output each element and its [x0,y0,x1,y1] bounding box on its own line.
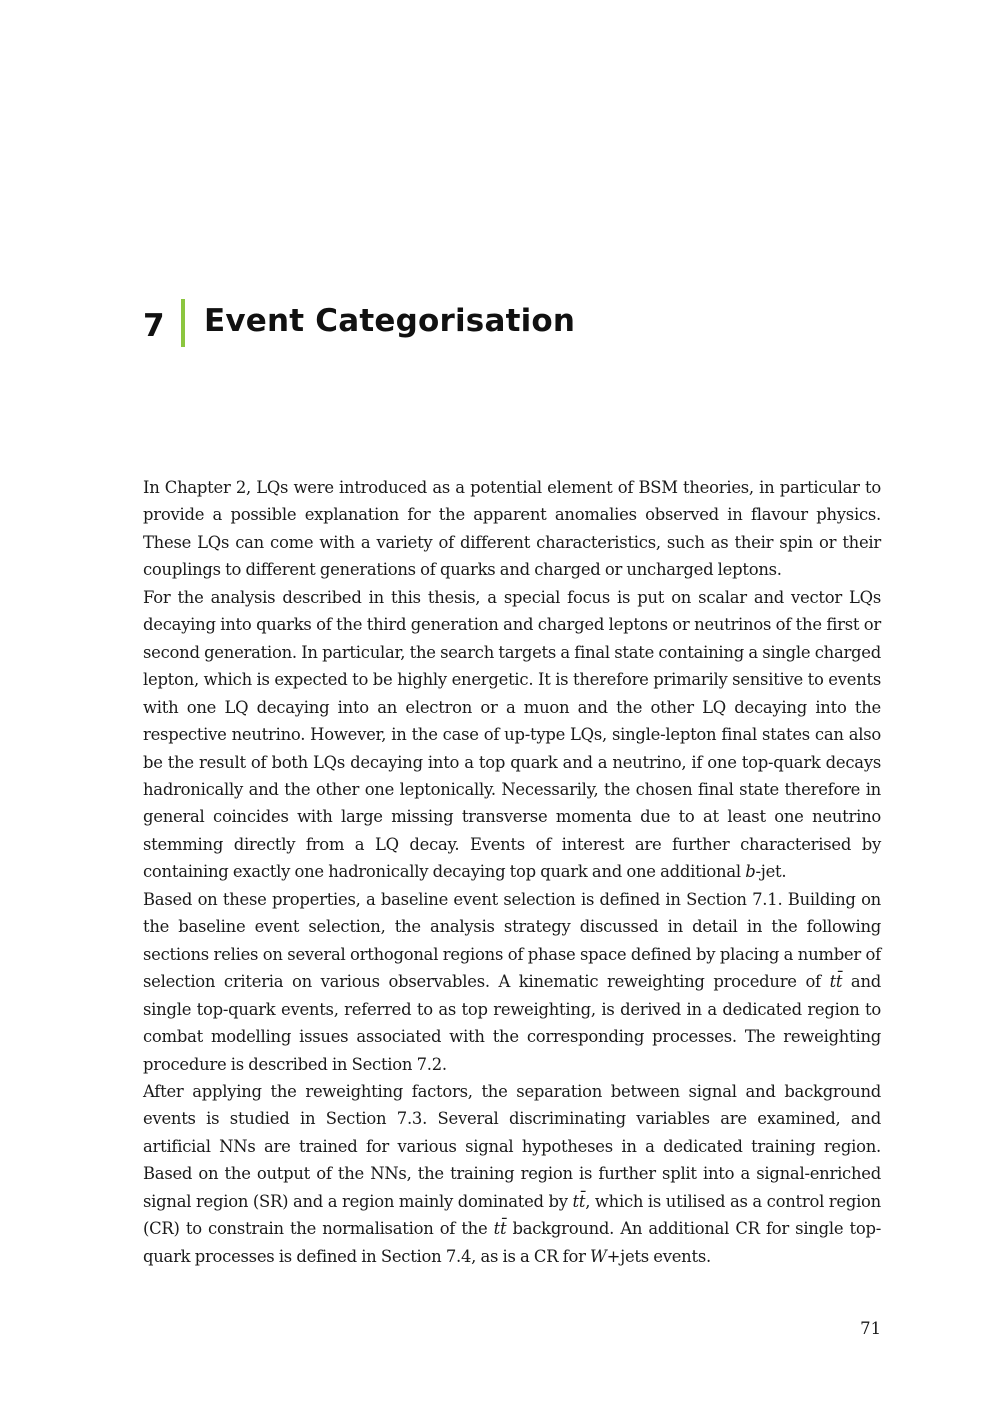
paragraph-4-text: After applying the reweighting factors, the separation between signal and background events is studied in Section 7.3. Several discriminating variables are examined, and artificial NNs are trained for various signal hypotheses in a dedicated training region. Based on the output of the NNs, the training region is further split into a signal-enriched signal region (SR) and a region mainly dominated by [143,1081,881,1211]
chapter-body [143,474,881,1270]
math-ttbar: tt̄ [829,972,843,992]
paragraph-3-end: and single top-quark events, referred to as top reweighting, is derived in a dedicated region to combat modelling issues associated with the corresponding processes. The reweighting procedure is described in Section 7.2. [143,972,882,1074]
math-w: W [590,1246,607,1266]
chapter-number: 7 [143,307,165,344]
chapter-accent-bar [181,299,185,347]
paragraph-4 [143,1078,881,1270]
paragraph-3-text: Based on these properties, a baseline event selection is defined in Section 7.1. Building on the baseline event selection, the analysis strategy discussed in detail in the following sections relies on several orthogonal regions of phase space defined by placing a number of selection criteria on various observables. A kinematic reweighting procedure of [143,889,881,992]
paragraph-2-end: -jet. [755,862,787,882]
math-ttbar: tt̄ [493,1219,507,1239]
page-number: 71 [860,1319,881,1338]
paragraph-4-end: +jets events. [606,1246,711,1266]
paragraph-4-mid2: background. An additional CR for single top-quark processes is defined in Section 7.4, as is a CR for [143,1219,881,1266]
math-ttbar: tt̄ [572,1191,586,1211]
paragraph-3 [143,886,881,1078]
paragraph-1: In Chapter 2, LQs were introduced as a potential element of BSM theories, in particular to provide a possible explanation for the apparent anomalies observed in flavour physics. These LQs can come with a variety of different characteristics, such as their spin or their couplings to different generations of quarks and charged or uncharged leptons. [143,478,881,580]
paragraph-2-text: For the analysis described in this thesis, a special focus is put on scalar and vector LQs decaying into quarks of the third generation and charged leptons or neutrinos of the first or second generation. In particular, the search targets a final state containing a single charged lepton, which is expected to be highly energetic. It is therefore primarily sensitive to events with one LQ decaying into an electron or a muon and the other LQ decaying into the respective neutrino. However, in the case of up-type LQs, single-lepton final states can also be the result of both LQs decaying into a top quark and a neutrino, if one top-quark decays hadronically and the other one leptonically. Necessarily, the chosen final state therefore in general coincides with large missing transverse momenta due to at least one neutrino stemming directly from a LQ decay. Events of interest are further characterised by containing exactly one hadronically decaying top quark and one additional [143,587,881,882]
math-b: b [745,862,756,882]
paragraph-2 [143,584,881,886]
chapter-title: Event Categorisation [204,302,576,339]
chapter-heading [143,296,575,350]
paragraph-4-mid: , which is utilised as a control region (CR) to constrain the normalisation of the [143,1191,881,1239]
